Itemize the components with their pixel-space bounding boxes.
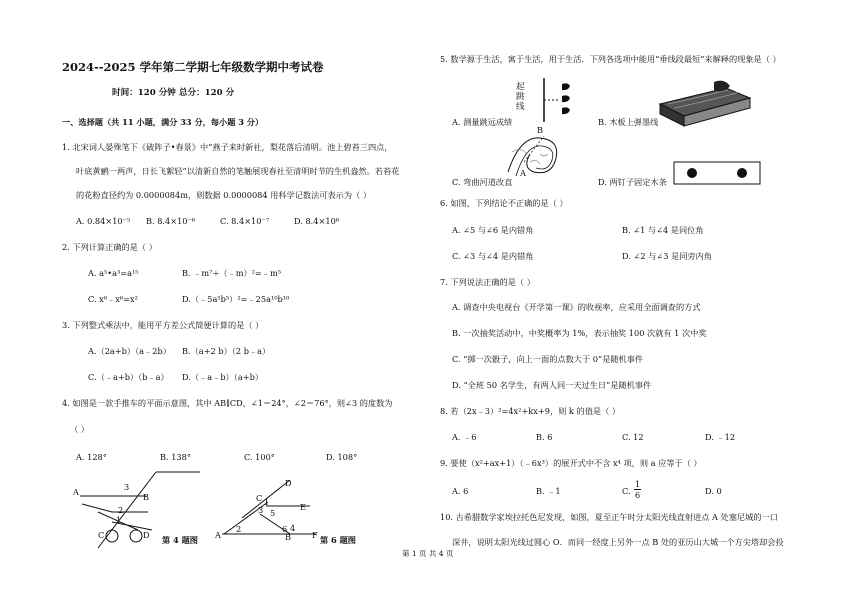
q5-option-c: C. 弯曲河道改直 bbox=[452, 177, 513, 187]
fraction-denominator: 6 bbox=[635, 490, 641, 500]
q3-option-d: D.（﹣a﹣b）（a+b） bbox=[182, 372, 264, 382]
q9-option-c-fraction bbox=[634, 479, 641, 500]
fig6-label-e: E bbox=[300, 502, 306, 512]
q1-option-a: A. 0.84×10⁻⁵ bbox=[76, 216, 131, 226]
q8-option-d: D. ﹣12 bbox=[705, 432, 736, 442]
q2-stem: 2. 下列计算正确的是（ ） bbox=[62, 242, 157, 252]
q2-option-c: C. x⁸﹣x⁶=x² bbox=[88, 294, 138, 304]
jump-line-label: 起跳线 bbox=[516, 82, 525, 112]
fig6-label-6: 6 bbox=[282, 524, 288, 534]
q7-option-c: C. “掷一次骰子，向上一面的点数大于 0”是随机事件 bbox=[452, 354, 644, 364]
exam-title: 2024--2025 学年第二学期七年级数学期中考试卷 bbox=[62, 60, 324, 74]
q9-stem: 9. 要使（x²+ax+1）（﹣6x³）的展开式中不含 x⁴ 项，则 a 应等于（ ） bbox=[440, 458, 702, 468]
q1-line2: 叶底黄鹂一两声，日长飞絮轻”以清新自然的笔触展现春社至清明时节的生机盎然。若苔花 bbox=[76, 166, 400, 176]
section-heading: 一、选择题（共 11 小题，满分 33 分，每小题 3 分） bbox=[62, 117, 264, 127]
page-footer: 第 1 页 共 4 页 bbox=[402, 549, 454, 558]
fig4-label-2: 2 bbox=[118, 505, 124, 515]
figure-river bbox=[500, 132, 572, 182]
river-label-a: A bbox=[520, 168, 526, 178]
q7-stem: 7. 下列说法正确的是（ ） bbox=[440, 277, 535, 287]
q8-option-c: C. 12 bbox=[622, 432, 644, 442]
q3-option-a: A.（2a+b）（a﹣2b） bbox=[88, 346, 171, 356]
fig4-label-3: 3 bbox=[124, 482, 130, 492]
q2-option-d: D.（﹣5a⁵b⁵）²=﹣25a¹⁰b¹⁰ bbox=[182, 294, 290, 304]
q9-option-c-label: C. bbox=[622, 486, 631, 496]
q9-option-a: A. 6 bbox=[452, 486, 469, 496]
q1-option-d: D. 8.4×10⁶ bbox=[294, 216, 340, 226]
fig6-label-1: 1 bbox=[264, 497, 270, 507]
fig6-label-a: A bbox=[215, 530, 221, 540]
q4-paren: （ ） bbox=[70, 424, 89, 434]
fig6-label-2: 2 bbox=[236, 524, 242, 534]
q9-option-d: D. 0 bbox=[705, 486, 722, 496]
q8-option-b: B. 6 bbox=[536, 432, 553, 442]
figure-nails bbox=[672, 160, 764, 188]
q4-option-c: C. 100° bbox=[244, 452, 275, 462]
q5-option-d: D. 两钉子固定木条 bbox=[598, 177, 667, 187]
q5-option-b: B. 木板上弹墨线 bbox=[598, 117, 659, 127]
fig6-label-c: C bbox=[256, 493, 263, 503]
q6-stem: 6. 如图，下列结论不正确的是（ ） bbox=[440, 198, 568, 208]
figure-plank bbox=[656, 80, 754, 128]
fig4-caption: 第 4 题图 bbox=[162, 535, 198, 545]
fig6-caption: 第 6 题图 bbox=[320, 535, 356, 545]
q9-option-b: B. ﹣1 bbox=[536, 486, 561, 496]
exam-info: 时间：120 分钟 总分：120 分 bbox=[112, 88, 235, 98]
fraction-numerator: 1 bbox=[635, 479, 641, 489]
q7-option-d: D. “全班 50 名学生，有两人同一天过生日”是随机事件 bbox=[452, 380, 652, 390]
q4-option-a: A. 128° bbox=[76, 452, 107, 462]
q10-line2: 深井，说明太阳光线过圆心 O．而同一经度上另外一点 B 处的亚历山大城一个方尖塔却会投 bbox=[452, 537, 784, 547]
q6-option-a: A. ∠5 与∠6 是内错角 bbox=[452, 225, 534, 235]
q8-stem: 8. 若（2x﹣3）²=4x²+kx+9，则 k 的值是（ ） bbox=[440, 406, 621, 416]
fig4-label-d: D bbox=[143, 530, 150, 540]
fig6-label-3: 3 bbox=[258, 505, 264, 515]
q6-option-b: B. ∠1 与∠4 是同位角 bbox=[622, 225, 704, 235]
q3-option-c: C.（﹣a+b）（b﹣a） bbox=[88, 372, 169, 382]
q4-stem: 4. 如图是一款手推车的平面示意图，其中 AB∥CD，∠1＝24°，∠2＝76°，则∠3 的度数为 bbox=[62, 398, 393, 408]
q3-option-b: B.（a+2 b）（2 b﹣a） bbox=[182, 346, 271, 356]
fig6-label-5: 5 bbox=[270, 508, 276, 518]
figure-jump bbox=[530, 76, 580, 126]
q4-option-b: B. 138° bbox=[160, 452, 191, 462]
q6-option-d: D. ∠2 与∠3 是同旁内角 bbox=[622, 251, 712, 261]
q8-option-a: A. ﹣6 bbox=[452, 432, 477, 442]
river-label-b: B bbox=[537, 125, 544, 135]
fig6-label-d: D bbox=[285, 478, 292, 488]
q1-option-c: C. 8.4×10⁻⁷ bbox=[220, 216, 270, 226]
fig4-label-c: C bbox=[98, 530, 105, 540]
q1-line3: 的花粉直径约为 0.0000084m，则数据 0.0000084 用科学记数法可表示为（ ） bbox=[76, 190, 372, 200]
fig6-label-f: F bbox=[312, 530, 318, 540]
q3-stem: 3. 下列整式乘法中，能用平方差公式简便计算的是（ ） bbox=[62, 320, 264, 330]
q7-option-a: A. 调查中央电视台《开学第一课》的收视率，应采用全面调查的方式 bbox=[452, 302, 701, 312]
q4-option-d: D. 108° bbox=[326, 452, 358, 462]
q7-option-b: B. 一次抽奖活动中，中奖概率为 1%，表示抽奖 100 次就有 1 次中奖 bbox=[452, 328, 707, 338]
q5-stem: 5. 数学源于生活，寓于生活，用于生活．下列各选项中能用“垂线段最短”来解释的现象是（ ） bbox=[440, 54, 781, 64]
q1-option-b: B. 8.4×10⁻⁶ bbox=[146, 216, 196, 226]
q2-option-b: B. ﹣m⁷÷（﹣m）²=﹣m⁵ bbox=[182, 268, 282, 278]
q6-option-c: C. ∠3 与∠4 是内错角 bbox=[452, 251, 534, 261]
fig4-label-b: B bbox=[143, 492, 150, 502]
fig4-label-a: A bbox=[73, 487, 79, 497]
q2-option-a: A. a⁵•a³=a¹⁵ bbox=[88, 268, 139, 278]
fig4-label-1: 1 bbox=[116, 515, 122, 525]
q5-option-a: A. 测量跳远成绩 bbox=[452, 117, 513, 127]
fig6-label-4: 4 bbox=[290, 523, 296, 533]
q1-line1: 1. 北宋词人晏殊笔下《破阵子•春景》中“燕子来时新社，梨花落后清明。池上碧苔三四点， bbox=[62, 142, 393, 152]
q10-line1: 10. 古希腊数学家埃拉托色尼发现，如图，夏至正午时分太阳光线直射进点 A 处塞尼城的一口 bbox=[440, 512, 778, 522]
fig6-label-b: B bbox=[285, 532, 292, 542]
